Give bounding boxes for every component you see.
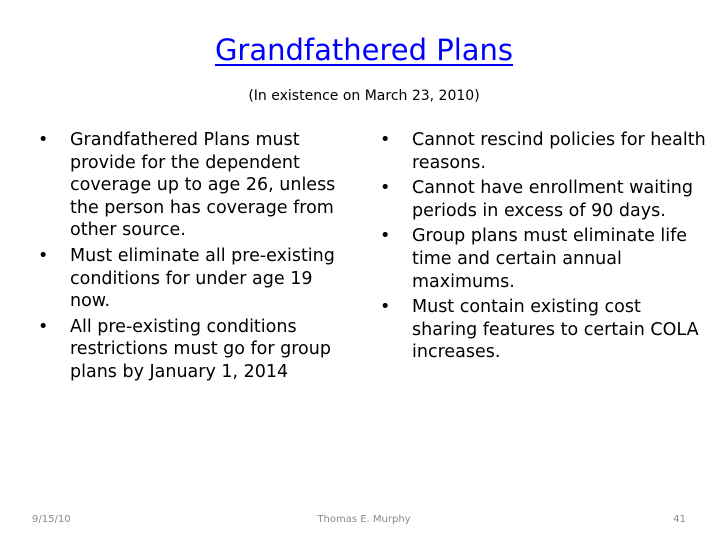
bullet-icon: • — [380, 297, 391, 318]
footer-page-number: 41 — [673, 514, 686, 525]
bullet-icon: • — [38, 245, 49, 266]
bullet-icon: • — [38, 130, 49, 150]
right-bullet-list — [378, 129, 708, 367]
bullet-text: Group plans must eliminate life time and certain annual maximums. — [412, 226, 688, 292]
slide-subtitle: (In existence on March 23, 2010) — [248, 88, 480, 104]
left-bullet-list — [36, 129, 356, 387]
list-item — [36, 129, 356, 242]
bullet-text: Grandfathered Plans must provide for the dependent coverage up to age 26, unless the person has coverage from other source. — [70, 130, 336, 241]
bullet-icon: • — [38, 316, 49, 337]
list-item — [378, 177, 708, 222]
list-item — [378, 296, 708, 364]
list-item — [36, 245, 356, 313]
list-item — [36, 316, 356, 384]
slide-title[interactable]: Grandfathered Plans — [214, 33, 514, 67]
bullet-text: Must eliminate all pre-existing conditions for under age 19 now. — [70, 245, 335, 312]
bullet-text: Cannot rescind policies for health reasons. — [412, 130, 706, 173]
bullet-text: Cannot have enrollment waiting periods in excess of 90 days. — [412, 178, 694, 221]
bullet-icon: • — [380, 130, 391, 150]
footer-date: 9/15/10 — [32, 514, 71, 525]
bullet-icon: • — [380, 226, 391, 247]
bullet-icon: • — [380, 178, 391, 199]
bullet-text: All pre-existing conditions restrictions must go for group plans by January 1, 2014 — [70, 316, 331, 382]
bullet-text: Must contain existing cost sharing features to certain COLA increases. — [412, 297, 699, 363]
list-item — [378, 129, 708, 174]
footer-author: Thomas E. Murphy — [317, 514, 411, 525]
list-item — [378, 225, 708, 293]
